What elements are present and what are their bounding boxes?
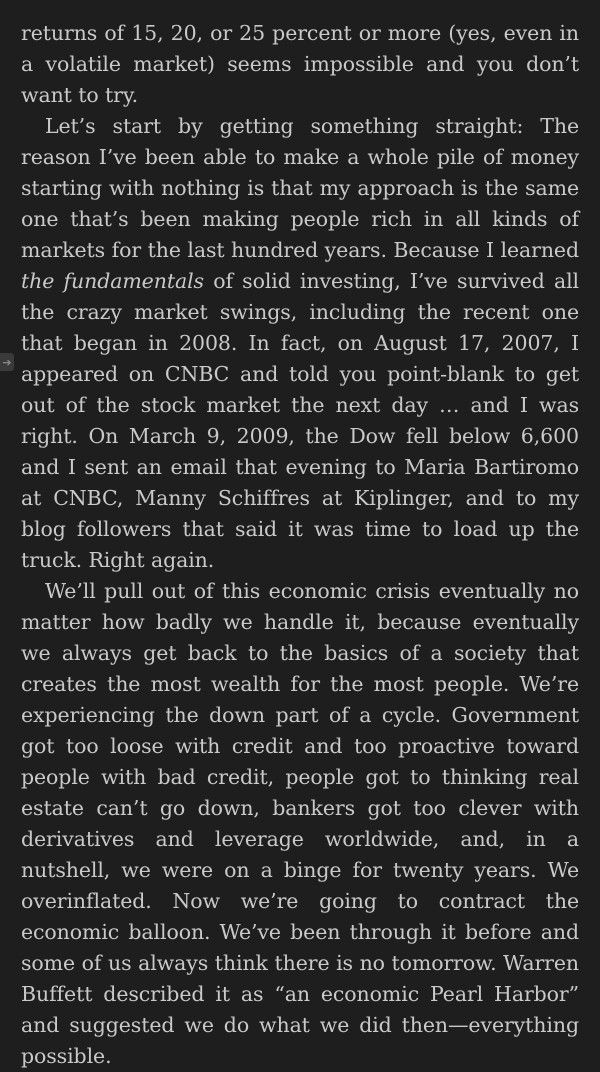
text-segment: Let’s start by getting something straight: The reason I’ve been able to make a whole pile of money starting with nothing is that my approach is the same one that’s been making people rich in all kinds of markets for the last hundred years. Because I learned bbox=[21, 114, 579, 262]
text-segment: We’ll pull out of this economic crisis eventually no matter how badly we handle it, because eventually we always get back to the basics of a society that creates the most wealth for the most people. We’re experiencing the down part of a cycle. Government got too loose with credit and too proactive toward people with bad credit, people got to thinking real estate can’t go down, bankers got too clever with derivatives and leverage worldwide, and, in a nutshell, we were on a binge for twenty years. We overinflated. Now we’re going to contract the economic balloon. We’ve been through it before and some of us always think there is no tomorrow. Warren Buffett described it as “an economic Pearl Harbor” and suggested we do what we did then—everything possible. bbox=[21, 579, 579, 1068]
book-text-column bbox=[21, 18, 579, 1072]
side-arrow-glyph: ➔ bbox=[2, 355, 12, 369]
text-segment: returns of 15, 20, or 25 percent or more (yes, even in a volatile market) seems impossible and you don’t want to try. bbox=[21, 21, 579, 107]
paragraph-3 bbox=[21, 576, 579, 1072]
paragraph-1 bbox=[21, 18, 579, 111]
text-segment: of solid investing, I’ve survived all the crazy market swings, including the recent one that began in 2008. In fact, on August 17, 2007, I appeared on CNBC and told you point-blank to get out of the stock market the next day … and I was right. On March 9, 2009, the Dow fell below 6,600 and I sent an email that evening to Maria Bartiromo at CNBC, Manny Schiffres at Kiplinger, and to my blog followers that said it was time to load up the truck. Right again. bbox=[21, 269, 579, 572]
side-arrow-icon[interactable] bbox=[0, 353, 14, 371]
italic-emphasis: the fundamentals bbox=[21, 269, 204, 293]
paragraph-2 bbox=[21, 111, 579, 576]
